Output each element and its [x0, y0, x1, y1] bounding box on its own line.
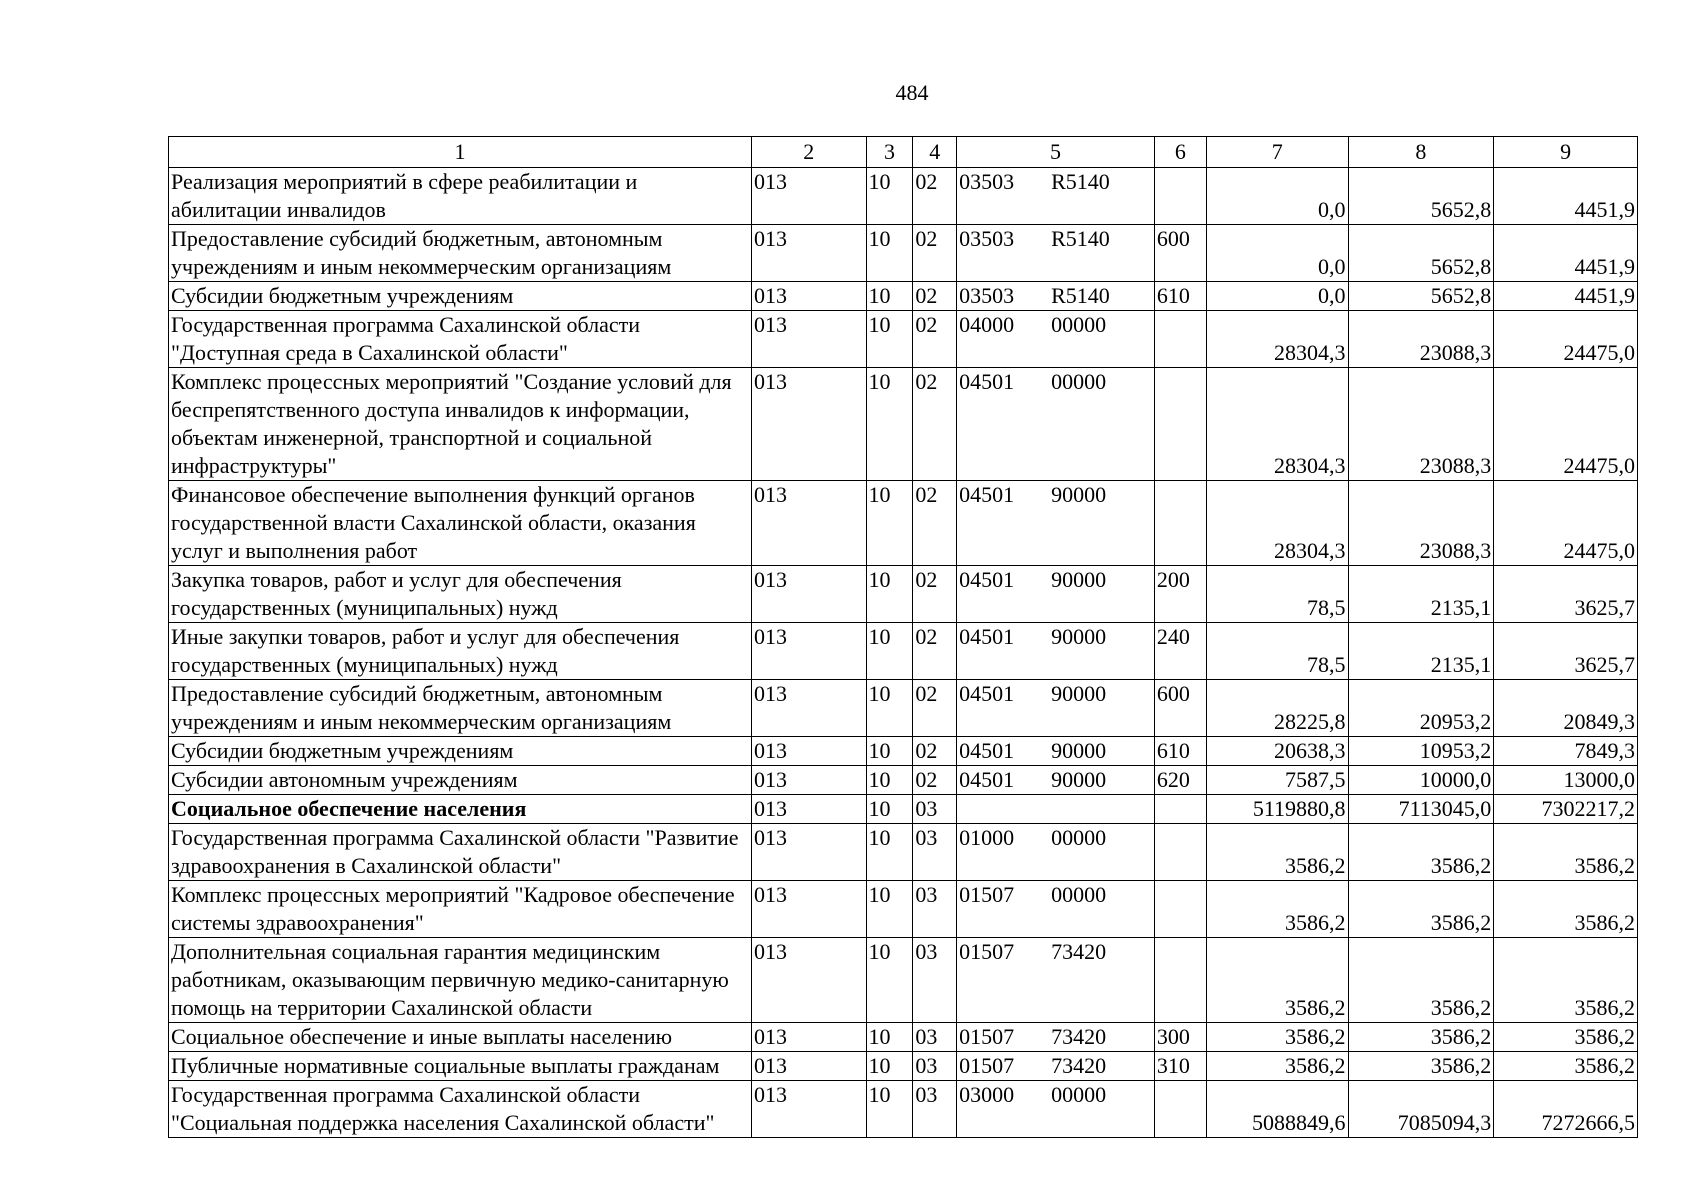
- direction-code: 90000: [1051, 681, 1107, 706]
- amount-col7: 28304,3: [1206, 311, 1348, 368]
- section-code: 10: [866, 1081, 913, 1138]
- amount-col7: 3586,2: [1206, 1052, 1348, 1081]
- direction-code: 90000: [1051, 767, 1107, 792]
- expense-type-code: 600: [1154, 225, 1206, 282]
- direction-code: 73420: [1051, 1053, 1107, 1078]
- header-cell: 4: [913, 137, 957, 168]
- program-code: 04501: [959, 567, 1015, 592]
- item-name: Закупка товаров, работ и услуг для обеспечения государственных (муниципальных) нужд: [169, 566, 752, 623]
- amount-col8: 7113045,0: [1348, 795, 1494, 824]
- subsection-code: 02: [913, 368, 957, 481]
- target-article-code: [957, 368, 1155, 481]
- amount-col7: 5088849,6: [1206, 1081, 1348, 1138]
- ministry-code: 013: [752, 1081, 867, 1138]
- expense-type-code: [1154, 881, 1206, 938]
- amount-col7: 28304,3: [1206, 368, 1348, 481]
- amount-col8: 2135,1: [1348, 566, 1494, 623]
- section-code: 10: [866, 566, 913, 623]
- amount-col9: 4451,9: [1494, 282, 1638, 311]
- program-code: 01507: [959, 882, 1015, 907]
- target-article-code: [957, 311, 1155, 368]
- expense-type-code: [1154, 168, 1206, 225]
- table-row: [169, 481, 1638, 566]
- amount-col9: 24475,0: [1494, 311, 1638, 368]
- table-row: [169, 938, 1638, 1023]
- ministry-code: 013: [752, 737, 867, 766]
- section-code: 10: [866, 282, 913, 311]
- ministry-code: 013: [752, 766, 867, 795]
- amount-col9: 3625,7: [1494, 623, 1638, 680]
- amount-col7: 28225,8: [1206, 680, 1348, 737]
- header-cell: 1: [169, 137, 752, 168]
- direction-code: 73420: [1051, 939, 1107, 964]
- program-code: 01507: [959, 939, 1015, 964]
- subsection-code: 03: [913, 1023, 957, 1052]
- table-row: [169, 566, 1638, 623]
- amount-col8: 10953,2: [1348, 737, 1494, 766]
- target-article-code: [957, 680, 1155, 737]
- target-article-code: [957, 623, 1155, 680]
- expense-type-code: [1154, 795, 1206, 824]
- subsection-code: 03: [913, 938, 957, 1023]
- item-name: Иные закупки товаров, работ и услуг для обеспечения государственных (муниципальных) нужд: [169, 623, 752, 680]
- amount-col9: 4451,9: [1494, 225, 1638, 282]
- subsection-code: 02: [913, 225, 957, 282]
- ministry-code: 013: [752, 938, 867, 1023]
- target-article-code: [957, 795, 1155, 824]
- direction-code: 00000: [1051, 1082, 1107, 1107]
- amount-col8: 23088,3: [1348, 311, 1494, 368]
- target-article-code: [957, 1081, 1155, 1138]
- section-code: 10: [866, 1052, 913, 1081]
- ministry-code: 013: [752, 311, 867, 368]
- section-code: 10: [866, 1023, 913, 1052]
- header-cell: 5: [957, 137, 1155, 168]
- amount-col8: 3586,2: [1348, 1023, 1494, 1052]
- header-cell: 9: [1494, 137, 1638, 168]
- expense-type-code: [1154, 1081, 1206, 1138]
- item-name: Реализация мероприятий в сфере реабилитации и абилитации инвалидов: [169, 168, 752, 225]
- direction-code: R5140: [1051, 283, 1110, 308]
- amount-col8: 3586,2: [1348, 881, 1494, 938]
- target-article-code: [957, 566, 1155, 623]
- direction-code: R5140: [1051, 226, 1110, 251]
- section-code: 10: [866, 680, 913, 737]
- expense-type-code: 310: [1154, 1052, 1206, 1081]
- amount-col9: 3586,2: [1494, 1023, 1638, 1052]
- target-article-code: [957, 225, 1155, 282]
- program-code: 04000: [959, 312, 1015, 337]
- direction-code: 90000: [1051, 567, 1107, 592]
- target-article-code: [957, 282, 1155, 311]
- section-code: 10: [866, 623, 913, 680]
- page-number: 484: [895, 80, 929, 105]
- amount-col8: 5652,8: [1348, 282, 1494, 311]
- section-code: 10: [866, 881, 913, 938]
- amount-col9: 24475,0: [1494, 368, 1638, 481]
- program-code: 04501: [959, 624, 1015, 649]
- table-row: [169, 282, 1638, 311]
- expense-type-code: [1154, 311, 1206, 368]
- subsection-code: 02: [913, 680, 957, 737]
- subsection-code: 03: [913, 824, 957, 881]
- program-code: 03000: [959, 1082, 1015, 1107]
- ministry-code: 013: [752, 680, 867, 737]
- expense-type-code: [1154, 481, 1206, 566]
- section-code: 10: [866, 168, 913, 225]
- section-code: 10: [866, 938, 913, 1023]
- section-code: 10: [866, 311, 913, 368]
- target-article-code: [957, 1052, 1155, 1081]
- table-row: [169, 168, 1638, 225]
- amount-col9: 4451,9: [1494, 168, 1638, 225]
- amount-col7: 0,0: [1206, 282, 1348, 311]
- direction-code: 00000: [1051, 825, 1107, 850]
- item-name: Государственная программа Сахалинской области "Развитие здравоохранения в Сахалинской области": [169, 824, 752, 881]
- table-row: [169, 311, 1638, 368]
- expense-type-code: [1154, 824, 1206, 881]
- amount-col8: 5652,8: [1348, 168, 1494, 225]
- ministry-code: 013: [752, 225, 867, 282]
- amount-col9: 3586,2: [1494, 1052, 1638, 1081]
- table-row: [169, 680, 1638, 737]
- amount-col7: 0,0: [1206, 168, 1348, 225]
- amount-col7: 3586,2: [1206, 824, 1348, 881]
- ministry-code: 013: [752, 168, 867, 225]
- amount-col9: 7849,3: [1494, 737, 1638, 766]
- amount-col9: 3625,7: [1494, 566, 1638, 623]
- column-number-header: [169, 137, 1638, 168]
- amount-col9: 3586,2: [1494, 938, 1638, 1023]
- target-article-code: [957, 168, 1155, 225]
- program-code: 01507: [959, 1024, 1015, 1049]
- table-row: [169, 1052, 1638, 1081]
- expense-type-code: 240: [1154, 623, 1206, 680]
- budget-table: [168, 136, 1638, 1138]
- target-article-code: [957, 881, 1155, 938]
- section-code: 10: [866, 225, 913, 282]
- program-code: 04501: [959, 369, 1015, 394]
- item-name: Государственная программа Сахалинской области "Социальная поддержка населения Сахалинской области": [169, 1081, 752, 1138]
- amount-col7: 7587,5: [1206, 766, 1348, 795]
- subsection-code: 02: [913, 623, 957, 680]
- table-row: [169, 225, 1638, 282]
- item-name: Дополнительная социальная гарантия медицинским работникам, оказывающим первичную медико-санитарную помощь на территории Сахалинской области: [169, 938, 752, 1023]
- amount-col7: 3586,2: [1206, 881, 1348, 938]
- direction-code: R5140: [1051, 169, 1110, 194]
- amount-col9: 24475,0: [1494, 481, 1638, 566]
- section-code: 10: [866, 737, 913, 766]
- ministry-code: 013: [752, 881, 867, 938]
- header-cell: 3: [866, 137, 913, 168]
- ministry-code: 013: [752, 1052, 867, 1081]
- section-code: 10: [866, 368, 913, 481]
- table-row: [169, 1081, 1638, 1138]
- program-code: 04501: [959, 738, 1015, 763]
- table-row: [169, 1023, 1638, 1052]
- program-code: 01000: [959, 825, 1015, 850]
- header-cell: 7: [1206, 137, 1348, 168]
- amount-col8: 3586,2: [1348, 938, 1494, 1023]
- amount-col7: 28304,3: [1206, 481, 1348, 566]
- expense-type-code: 610: [1154, 737, 1206, 766]
- amount-col7: 3586,2: [1206, 938, 1348, 1023]
- program-code: 01507: [959, 1053, 1015, 1078]
- amount-col9: 7302217,2: [1494, 795, 1638, 824]
- direction-code: 90000: [1051, 738, 1107, 763]
- subsection-code: 02: [913, 737, 957, 766]
- direction-code: 00000: [1051, 369, 1107, 394]
- ministry-code: 013: [752, 282, 867, 311]
- expense-type-code: 610: [1154, 282, 1206, 311]
- ministry-code: 013: [752, 566, 867, 623]
- item-name: Предоставление субсидий бюджетным, автономным учреждениям и иным некоммерческим организациям: [169, 680, 752, 737]
- item-name: Предоставление субсидий бюджетным, автономным учреждениям и иным некоммерческим организациям: [169, 225, 752, 282]
- target-article-code: [957, 938, 1155, 1023]
- ministry-code: 013: [752, 795, 867, 824]
- program-code: 03503: [959, 283, 1015, 308]
- item-name: Финансовое обеспечение выполнения функций органов государственной власти Сахалинской области, оказания услуг и выполнения работ: [169, 481, 752, 566]
- item-name: Социальное обеспечение и иные выплаты населению: [169, 1023, 752, 1052]
- program-code: 04501: [959, 681, 1015, 706]
- amount-col7: 5119880,8: [1206, 795, 1348, 824]
- ministry-code: 013: [752, 368, 867, 481]
- program-code: 03503: [959, 226, 1015, 251]
- amount-col8: 7085094,3: [1348, 1081, 1494, 1138]
- section-code: 10: [866, 481, 913, 566]
- table-row: [169, 623, 1638, 680]
- item-name: Субсидии бюджетным учреждениям: [169, 737, 752, 766]
- subsection-code: 02: [913, 566, 957, 623]
- amount-col9: 7272666,5: [1494, 1081, 1638, 1138]
- amount-col7: 3586,2: [1206, 1023, 1348, 1052]
- program-code: 04501: [959, 482, 1015, 507]
- expense-type-code: 200: [1154, 566, 1206, 623]
- table-row: [169, 368, 1638, 481]
- table-row: [169, 824, 1638, 881]
- direction-code: 00000: [1051, 312, 1107, 337]
- amount-col7: 0,0: [1206, 225, 1348, 282]
- section-code: 10: [866, 795, 913, 824]
- amount-col7: 20638,3: [1206, 737, 1348, 766]
- direction-code: 00000: [1051, 882, 1107, 907]
- expense-type-code: 300: [1154, 1023, 1206, 1052]
- subsection-code: 02: [913, 481, 957, 566]
- item-name: Комплекс процессных мероприятий "Кадровое обеспечение системы здравоохранения": [169, 881, 752, 938]
- item-name: Субсидии бюджетным учреждениям: [169, 282, 752, 311]
- item-name: Государственная программа Сахалинской области "Доступная среда в Сахалинской области": [169, 311, 752, 368]
- amount-col7: 78,5: [1206, 623, 1348, 680]
- header-cell: 2: [752, 137, 867, 168]
- target-article-code: [957, 481, 1155, 566]
- amount-col8: 5652,8: [1348, 225, 1494, 282]
- subsection-code: 02: [913, 311, 957, 368]
- amount-col9: 3586,2: [1494, 881, 1638, 938]
- subsection-code: 03: [913, 1052, 957, 1081]
- amount-col8: 2135,1: [1348, 623, 1494, 680]
- subsection-code: 03: [913, 795, 957, 824]
- header-cell: 8: [1348, 137, 1494, 168]
- expense-type-code: 600: [1154, 680, 1206, 737]
- item-name: Комплекс процессных мероприятий "Создание условий для беспрепятственного доступа инвалидов к информации, объектам инженерной, транспортной и социальной инфраструктуры": [169, 368, 752, 481]
- expense-type-code: [1154, 938, 1206, 1023]
- amount-col8: 23088,3: [1348, 368, 1494, 481]
- amount-col9: 3586,2: [1494, 824, 1638, 881]
- header-cell: 6: [1154, 137, 1206, 168]
- amount-col8: 20953,2: [1348, 680, 1494, 737]
- item-name: Публичные нормативные социальные выплаты гражданам: [169, 1052, 752, 1081]
- table-row: [169, 766, 1638, 795]
- amount-col8: 23088,3: [1348, 481, 1494, 566]
- target-article-code: [957, 766, 1155, 795]
- program-code: 04501: [959, 767, 1015, 792]
- ministry-code: 013: [752, 824, 867, 881]
- direction-code: 73420: [1051, 1024, 1107, 1049]
- ministry-code: 013: [752, 623, 867, 680]
- target-article-code: [957, 1023, 1155, 1052]
- expense-type-code: 620: [1154, 766, 1206, 795]
- subsection-code: 02: [913, 282, 957, 311]
- ministry-code: 013: [752, 481, 867, 566]
- target-article-code: [957, 824, 1155, 881]
- direction-code: 90000: [1051, 482, 1107, 507]
- ministry-code: 013: [752, 1023, 867, 1052]
- amount-col9: 13000,0: [1494, 766, 1638, 795]
- item-name: Социальное обеспечение населения: [169, 795, 752, 824]
- direction-code: 90000: [1051, 624, 1107, 649]
- target-article-code: [957, 737, 1155, 766]
- table-row: [169, 795, 1638, 824]
- section-code: 10: [866, 766, 913, 795]
- item-name: Субсидии автономным учреждениям: [169, 766, 752, 795]
- expense-type-code: [1154, 368, 1206, 481]
- subsection-code: 03: [913, 1081, 957, 1138]
- amount-col8: 3586,2: [1348, 1052, 1494, 1081]
- subsection-code: 02: [913, 766, 957, 795]
- amount-col7: 78,5: [1206, 566, 1348, 623]
- program-code: 03503: [959, 169, 1015, 194]
- amount-col8: 10000,0: [1348, 766, 1494, 795]
- table-row: [169, 881, 1638, 938]
- amount-col8: 3586,2: [1348, 824, 1494, 881]
- section-code: 10: [866, 824, 913, 881]
- table-row: [169, 737, 1638, 766]
- amount-col9: 20849,3: [1494, 680, 1638, 737]
- subsection-code: 03: [913, 881, 957, 938]
- subsection-code: 02: [913, 168, 957, 225]
